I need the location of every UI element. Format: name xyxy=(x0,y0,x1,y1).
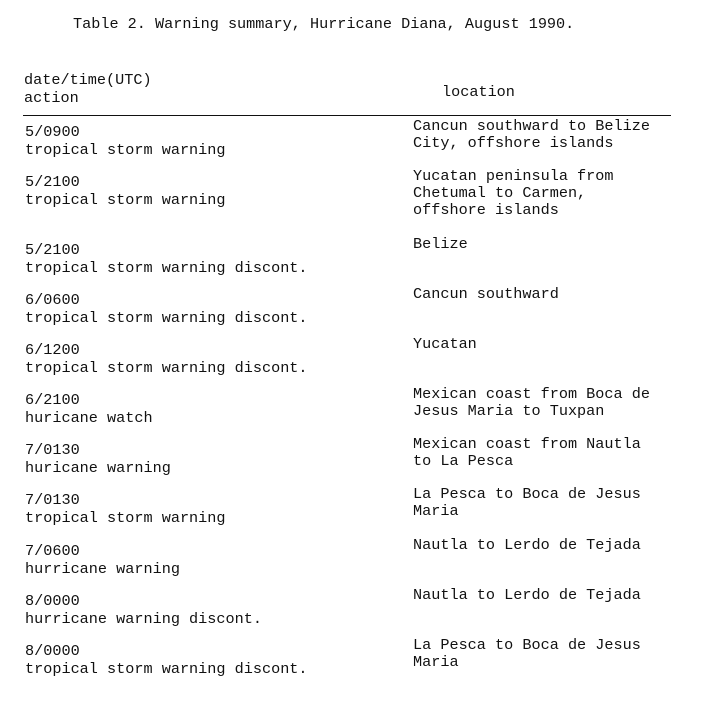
row-location-line: offshore islands xyxy=(413,201,559,219)
row-datetime: 7/0130 xyxy=(25,441,80,459)
row-location-line: Chetumal to Carmen, xyxy=(413,184,587,202)
row-location-line: La Pesca to Boca de Jesus xyxy=(413,636,641,654)
row-datetime-action xyxy=(25,592,262,628)
row-location xyxy=(413,168,614,219)
row-location-line: to La Pesca xyxy=(413,452,514,470)
row-datetime-action xyxy=(25,241,308,277)
row-location xyxy=(413,637,641,671)
row-action: tropical storm warning xyxy=(25,141,226,159)
row-datetime-action xyxy=(25,291,308,327)
row-action: tropical storm warning discont. xyxy=(25,359,308,377)
row-datetime-action xyxy=(25,341,308,377)
row-location-line: Yucatan xyxy=(413,335,477,353)
column-header-action: action xyxy=(24,89,79,107)
row-datetime: 5/0900 xyxy=(25,123,80,141)
column-header-location: location xyxy=(442,83,515,101)
row-location-line: Nautla to Lerdo de Tejada xyxy=(413,536,641,554)
row-location xyxy=(413,486,641,520)
column-header-datetime: date/time(UTC) xyxy=(24,71,152,89)
row-action: tropical storm warning xyxy=(25,191,226,209)
row-location xyxy=(413,286,559,303)
row-location-line: Maria xyxy=(413,502,459,520)
row-action: tropical storm warning discont. xyxy=(25,309,308,327)
row-datetime: 6/0600 xyxy=(25,291,80,309)
row-location-line: Nautla to Lerdo de Tejada xyxy=(413,586,641,604)
row-action: tropical storm warning discont. xyxy=(25,660,308,678)
row-datetime-action xyxy=(25,642,308,678)
row-action: tropical storm warning discont. xyxy=(25,259,308,277)
row-location-line: Cancun southward xyxy=(413,285,559,303)
row-location-line: Mexican coast from Nautla xyxy=(413,435,641,453)
row-action: hurricane warning xyxy=(25,560,180,578)
row-location-line: Belize xyxy=(413,235,468,253)
row-datetime: 6/2100 xyxy=(25,391,80,409)
row-datetime: 7/0130 xyxy=(25,491,80,509)
column-header-datetime-action xyxy=(24,71,152,107)
table-title: Table 2. Warning summary, Hurricane Diana, August 1990. xyxy=(73,15,575,33)
row-datetime: 7/0600 xyxy=(25,542,80,560)
row-datetime-action xyxy=(25,391,153,427)
row-location-line: Mexican coast from Boca de xyxy=(413,385,650,403)
row-location xyxy=(413,236,468,253)
header-divider xyxy=(23,115,671,116)
row-action: huricane watch xyxy=(25,409,153,427)
row-datetime: 6/1200 xyxy=(25,341,80,359)
row-location-line: Maria xyxy=(413,653,459,671)
row-location-line: City, offshore islands xyxy=(413,134,614,152)
row-datetime-action xyxy=(25,441,171,477)
row-action: hurricane warning discont. xyxy=(25,610,262,628)
row-location xyxy=(413,436,641,470)
row-action: tropical storm warning xyxy=(25,509,226,527)
row-location xyxy=(413,386,650,420)
row-action: huricane warning xyxy=(25,459,171,477)
row-datetime-action xyxy=(25,173,226,209)
row-datetime-action xyxy=(25,491,226,527)
row-datetime: 8/0000 xyxy=(25,592,80,610)
row-location xyxy=(413,336,477,353)
row-datetime: 5/2100 xyxy=(25,241,80,259)
row-datetime: 5/2100 xyxy=(25,173,80,191)
row-location-line: Yucatan peninsula from xyxy=(413,167,614,185)
row-location xyxy=(413,118,650,152)
row-datetime-action xyxy=(25,542,180,578)
row-location-line: La Pesca to Boca de Jesus xyxy=(413,485,641,503)
row-datetime: 8/0000 xyxy=(25,642,80,660)
row-location-line: Cancun southward to Belize xyxy=(413,117,650,135)
row-location-line: Jesus Maria to Tuxpan xyxy=(413,402,605,420)
row-location xyxy=(413,537,641,554)
row-location xyxy=(413,587,641,604)
row-datetime-action xyxy=(25,123,226,159)
